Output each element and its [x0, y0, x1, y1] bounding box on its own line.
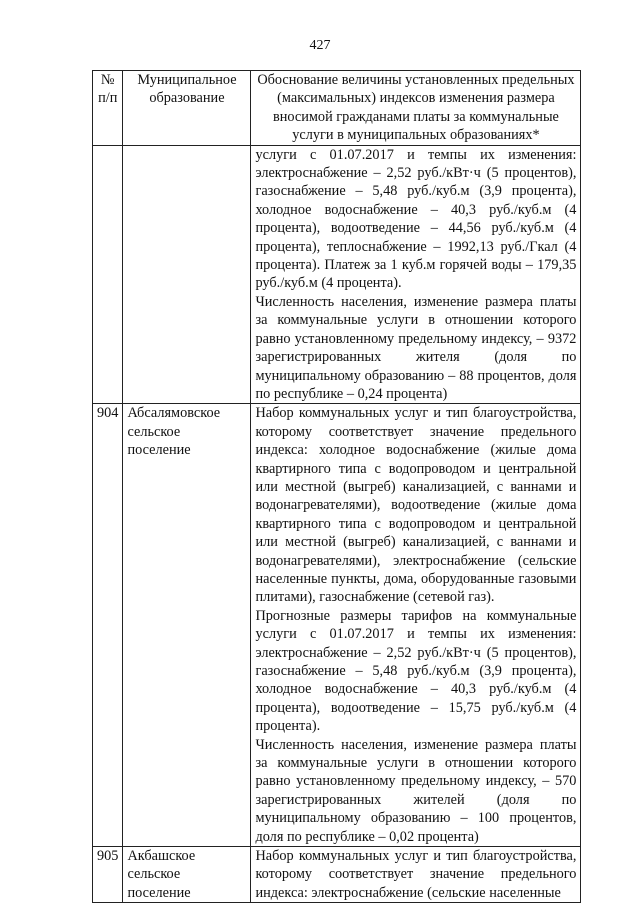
page-number: 427 [309, 38, 331, 53]
header-municipality-label: Муниципальное образование [137, 72, 237, 107]
justification-paragraph: Набор коммунальных услуг и тип благоустройства, которому соответствует значение предельного индекса: холодное водоснабжение (жилые дома квартирного типа с водопроводом и центральной или местной (выгреб) канализацией, с ваннами и водонагревателями), водоотведение (жилые дома квартирного типа с водопроводом и центральной или местной (выгреб) канализацией, с ваннами и водонагревателями), электроснабжение (сельские населенные пункты, дома, оборудованные газовыми плитами), газоснабжение (сетевой газ). [255, 405, 577, 606]
row-municipality: Абсалямовское сельское поселение [123, 404, 251, 847]
justification-paragraph: Прогнозные размеры тарифов на коммунальные услуги с 01.07.2017 и темпы их изменения: электроснабжение – 2,52 руб./кВт·ч (5 процентов), газоснабжение – 5,48 руб./куб.м (3,9 процента), холодное водоснабжение – 40,3 руб./куб.м (4 процента), водоотведение – 15,75 руб./куб.м (4 процента). [255, 607, 577, 735]
header-municipality [123, 71, 251, 146]
table-row [93, 404, 581, 847]
justification-paragraph: Численность населения, изменение размера платы за коммунальные услуги в отношении которого равно установленному предельному индексу, – 570 зарегистрированных жителей (доля по муниципальному образованию – 100 процентов, доля по республике – 0,02 процента) [255, 736, 577, 845]
justification-paragraph: услуги с 01.07.2017 и темпы их изменения: электроснабжение – 2,52 руб./кВт·ч (5 процентов), газоснабжение – 5,48 руб./куб.м (3,9 процента), холодное водоснабжение – 40,3 руб./куб.м (4 процента), водоотведение – 44,56 руб./куб.м (4 процента), теплоснабжение – 1992,13 руб./Гкал (4 процента). Платеж за 1 куб.м горячей воды – 179,35 руб./куб.м (4 процента). [255, 146, 577, 292]
table-row [93, 145, 581, 404]
row-number: 905 [93, 847, 123, 903]
table-row [93, 847, 581, 903]
row-municipality [123, 145, 251, 404]
row-justification [251, 145, 581, 404]
row-number: 904 [93, 404, 123, 847]
tariff-index-table [92, 70, 581, 903]
header-justification-label: Обоснование величины установленных предельных (максимальных) индексов изменения размера вносимой гражданами платы за коммунальные услуги в муниципальных образованиях* [257, 72, 575, 144]
row-municipality: Акбашское сельское поселение [123, 847, 251, 903]
row-number [93, 145, 123, 404]
header-justification [251, 71, 581, 146]
row-justification [251, 404, 581, 847]
justification-paragraph: Численность населения, изменение размера платы за коммунальные услуги в отношении которого равно установленному предельному индексу, – 9372 зарегистрированных жителя (доля по муниципальному образованию – 88 процентов, доля по республике – 0,24 процента) [255, 293, 577, 402]
row-justification [251, 847, 581, 903]
header-num-label: № п/п [98, 72, 118, 107]
justification-paragraph: Набор коммунальных услуг и тип благоустройства, которому соответствует значение предельного индекса: электроснабжение (сельские населенные [255, 848, 577, 901]
header-num [93, 71, 123, 146]
table-header-row [93, 71, 581, 146]
